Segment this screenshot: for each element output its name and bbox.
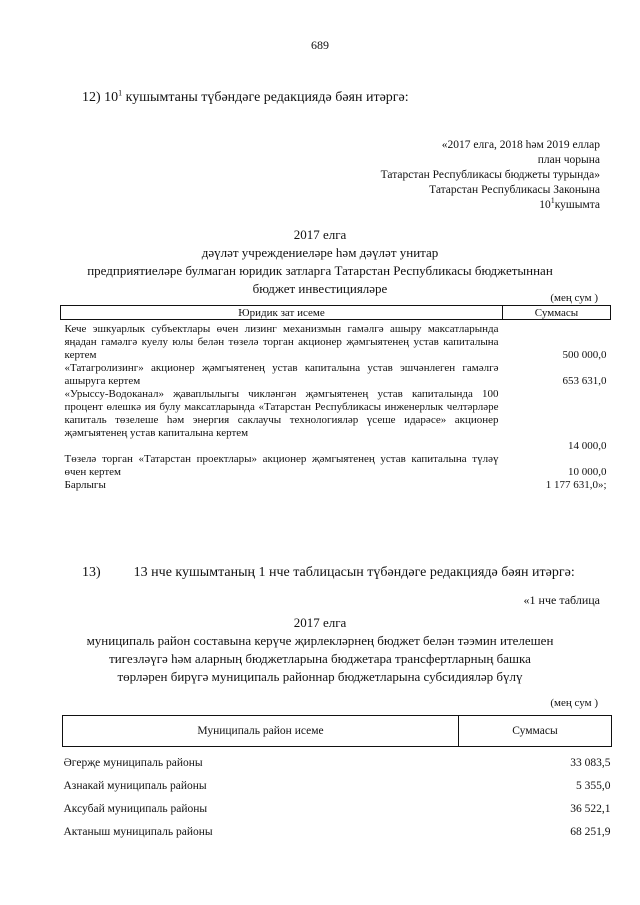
law-reference: [381, 138, 600, 213]
table-2-unit: (мең сум ): [550, 697, 598, 709]
table-1-header-row: [61, 306, 611, 320]
district-name: Аксубай муниципаль районы: [63, 803, 208, 815]
district-sum: 68 251,9: [570, 826, 611, 838]
table-1-title-line-2: дәүләт учреждениеләре һәм дәүләт унитар: [201, 245, 439, 260]
table-row-value: 500 000,0: [562, 349, 607, 361]
table-2-header-row: [63, 716, 612, 747]
table-1-title-line-3: предприятиеләре булмаган юридик затларга Татарстан Республикасы бюджетыннан: [87, 263, 553, 278]
table-2-title-line-3: тигезләүгә һәм аларның бюджетларына бюджетара трансфертларның башка: [109, 651, 531, 666]
table-2-title-line-2: муниципаль район составына керүче җирлекләрнең бюджет белән тәэмин ителешен: [86, 633, 554, 648]
table-row: [61, 388, 611, 453]
table-row: [63, 770, 612, 793]
table-1-header-name: Юридик зат исеме: [61, 306, 503, 320]
item-12-superscript: 1: [118, 88, 123, 98]
table-1-title: [40, 226, 600, 298]
law-reference-appendix: кушымта: [554, 199, 600, 211]
table-row-value: 653 631,0: [562, 375, 607, 387]
item-12-ten: 10: [104, 90, 119, 105]
law-reference-line-5: [381, 198, 600, 213]
item-13-text: 13 нче кушымтаның 1 нче таблицасын түбәндәге редакциядә бәян итәргә:: [133, 565, 575, 580]
district-sum: 36 522,1: [570, 803, 611, 815]
district-name: Әгерҗе муниципаль районы: [63, 757, 203, 769]
item-12-number: 12): [82, 90, 101, 105]
item-13-number: 13): [82, 565, 101, 580]
table-1-unit: (мең сум ): [550, 292, 598, 304]
page-number: 689: [311, 38, 329, 52]
item-12-heading: [82, 90, 409, 106]
table-number-reference: «1 нче таблица: [523, 593, 600, 607]
table-row: [61, 362, 611, 388]
table-total-label: Барлыгы: [64, 479, 106, 491]
table-total-value: 1 177 631,0»;: [545, 479, 607, 491]
table-2-header-name: Муниципаль район исеме: [63, 716, 459, 747]
subsidies-table: [62, 715, 612, 839]
table-1-header-sum: Суммасы: [503, 306, 611, 320]
law-reference-line-2: план чорына: [537, 154, 600, 166]
law-reference-line-4: Татарстан Республикасы Законына: [429, 184, 600, 196]
table-row: [61, 453, 611, 479]
table-2-title-year: 2017 елга: [293, 615, 347, 630]
table-2-header-sum: Суммасы: [459, 716, 612, 747]
law-reference-line-3: Татарстан Республикасы бюджеты турында»: [380, 169, 600, 181]
table-row-name: Кече эшкуарлык субъектлары өчен лизинг механизмын гамәлгә ашыру максатларында яңадан гамәлгә куелу юлы белән төзелә торган акционер җәмгыятенең устав капиталына кертем: [64, 323, 499, 361]
table-2-title-line-4: төрләрен бирүгә муниципаль районнар бюджетларына субсидияләр бүлү: [117, 669, 523, 684]
district-sum: 5 355,0: [576, 780, 611, 792]
table-1-title-year: 2017 елга: [293, 227, 347, 242]
table-2-title: [40, 614, 600, 686]
law-reference-num: 10: [539, 199, 551, 211]
table-row-value: 10 000,0: [568, 466, 607, 478]
district-sum: 33 083,5: [570, 757, 611, 769]
table-1-title-line-4: бюджет инвестицияләре: [252, 281, 388, 296]
table-row-name: «Урыссу-Водоканал» җаваплылыгы чикләнгән җәмгыятенең устав капиталында 100 процент өлешкә ия булу максатларында «Татарстан Республикасы инженерлык челтәрләре капиталь төзелеше һәм энергия саклаучы технологияләр үсеше идарәсе» акционер җәмгыятенең устав капиталына кертем: [64, 388, 499, 439]
table-row: [61, 320, 611, 363]
table-row: [63, 747, 612, 771]
table-row-name: «Татагролизинг» акционер җәмгыятенең устав капиталына устав эшчәнлеген гамәлгә ашыруга кертем: [64, 362, 499, 387]
law-reference-sup: 1: [550, 196, 555, 206]
table-row-value: 14 000,0: [568, 440, 607, 452]
table-total-row: [61, 479, 611, 492]
table-row: [63, 793, 612, 816]
table-row-name: Төзелә торган «Татарстан проектлары» акционер җәмгыятенең устав капиталына түләү өчен кертем: [64, 453, 499, 478]
item-12-text: кушымтаны түбәндәге редакциядә бәян итәргә:: [122, 90, 409, 105]
law-reference-line-1: «2017 елга, 2018 һәм 2019 еллар: [441, 139, 600, 151]
investments-table: [60, 305, 611, 492]
table-row: [63, 816, 612, 839]
district-name: Азнакай муниципаль районы: [63, 780, 207, 792]
district-name: Актаныш муниципаль районы: [63, 826, 213, 838]
item-13-heading: [82, 565, 575, 581]
